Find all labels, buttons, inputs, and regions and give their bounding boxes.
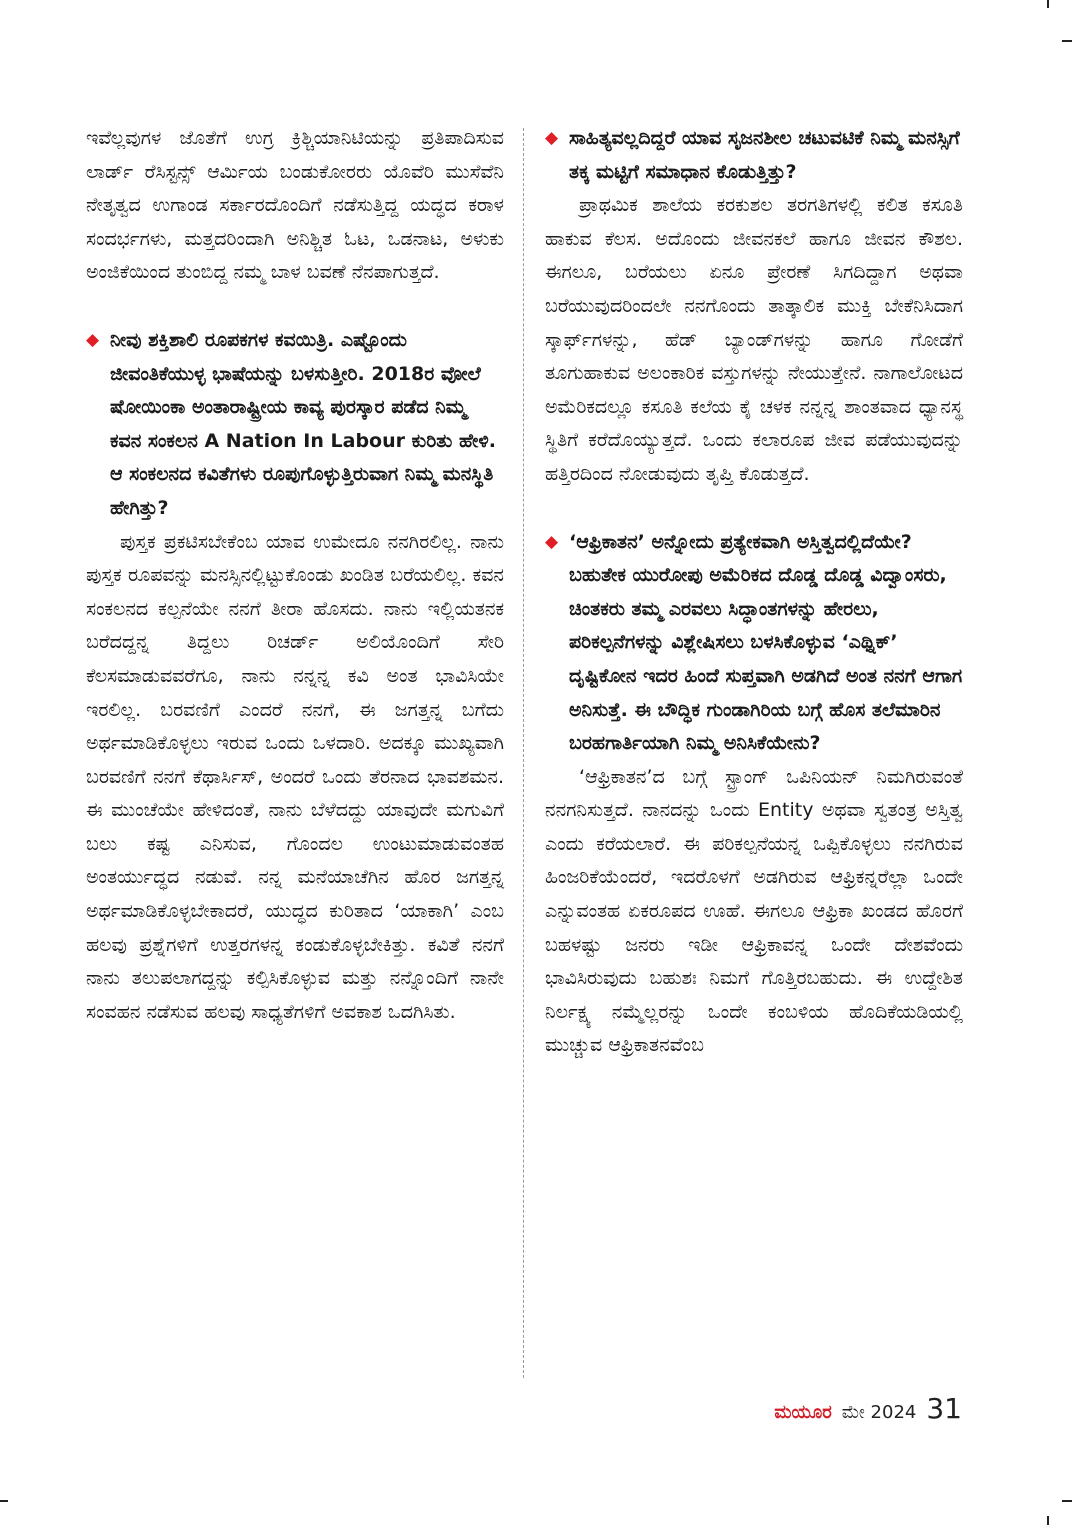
left-column (86, 122, 504, 1029)
right-column (545, 122, 963, 1063)
diamond-bullet-icon: ◆ (545, 531, 559, 552)
question-2-text: ಸಾಹಿತ್ಯವಲ್ಲದಿದ್ದರೆ ಯಾವ ಸೃಜನಶೀಲ ಚಟುವಟಿಕೆ ನಿಮ್ಮ ಮನಸ್ಸಿಗೆ ತಕ್ಕ ಮಟ್ಟಿಗೆ ಸಮಾಧಾನ ಕೊಡುತ್ತಿತ್ತು? (569, 127, 960, 183)
answer-3: ‘ಆಫ್ರಿಕಾತನ’ದ ಬಗ್ಗೆ ಸ್ಟ್ರಾಂಗ್ ಒಪಿನಿಯನ್ ನಿಮಗಿರುವಂತೆ ನನಗನಿಸುತ್ತದೆ. ನಾನದನ್ನು ಒಂದು Entity ಅಥವಾ ಸ್ವತಂತ್ರ ಅಸ್ತಿತ್ವ ಎಂದು ಕರೆಯಲಾರೆ. ಈ ಪರಿಕಲ್ಪನೆಯನ್ನ ಒಪ್ಪಿಕೊಳ್ಳಲು ನನಗಿರುವ ಹಿಂಜರಿಕೆಯೆಂದರೆ, ಇದರೊಳಗೆ ಅಡಗಿರುವ ಆಫ್ರಿಕನ್ನರೆಲ್ಲಾ ಒಂದೇ ಎನ್ನುವಂತಹ ಏಕರೂಪದ ಊಹೆ. ಈಗಲೂ ಆಫ್ರಿಕಾ ಖಂಡದ ಹೊರಗೆ ಬಹಳಷ್ಟು ಜನರು ಇಡೀ ಆಫ್ರಿಕಾವನ್ನ ಒಂದೇ ದೇಶವೆಂದು ಭಾವಿಸಿರುವುದು ಬಹುಶಃ ನಿಮಗೆ ಗೊತ್ತಿರಬಹುದು. ಈ ಉದ್ದೇಶಿತ ನಿರ್ಲಕ್ಷ್ಯ ನಮ್ಮೆಲ್ಲರನ್ನು ಒಂದೇ ಕಂಬಳಿಯ ಹೊದಿಕೆಯಡಿಯಲ್ಲಿ ಮುಚ್ಚುವ ಆಫ್ರಿಕಾತನವೆಂಬ (545, 765, 963, 1057)
question-3-text: ‘ಆಫ್ರಿಕಾತನ’ ಅನ್ನೋದು ಪ್ರತ್ಯೇಕವಾಗಿ ಅಸ್ತಿತ್ವದಲ್ಲಿದೆಯೇ? ಬಹುತೇಕ ಯುರೋಪು ಅಮೆರಿಕದ ದೊಡ್ಡ ದೊಡ್ಡ ವಿದ್ವಾಂಸರು, ಚಿಂತಕರು ತಮ್ಮ ಎರವಲು ಸಿದ್ಧಾಂತಗಳನ್ನು ಹೇರಲು, ಪರಿಕಲ್ಪನೆಗಳನ್ನು ವಿಶ್ಲೇಷಿಸಲು ಬಳಸಿಕೊಳ್ಳುವ ‘ಎಥ್ನಿಕ್’ ದೃಷ್ಟಿಕೋನ ಇದರ ಹಿಂದೆ ಸುಪ್ತವಾಗಿ ಅಡಗಿದೆ ಅಂತ ನನಗೆ ಆಗಾಗ ಅನಿಸುತ್ತೆ. ಈ ಬೌದ್ಧಿಕ ಗುಂಡಾಗಿರಿಯ ಬಗ್ಗೆ ಹೊಸ ತಲೆಮಾರಿನ ಬರಹಗಾರ್ತಿಯಾಗಿ ನಿಮ್ಮ ಅನಿಸಿಕೆಯೇನು? (569, 530, 963, 755)
question-1-text: ನೀವು ಶಕ್ತಿಶಾಲಿ ರೂಪಕಗಳ ಕವಯಿತ್ರಿ. ಎಷ್ಟೊಂದು ಜೀವಂತಿಕೆಯುಳ್ಳ ಭಾಷೆಯನ್ನು ಬಳಸುತ್ತೀರಿ. 2018ರ ವೋಲೆ ಷೋಯಿಂಕಾ ಅಂತಾರಾಷ್ಟ್ರೀಯ ಕಾವ್ಯ ಪುರಸ್ಕಾರ ಪಡೆದ ನಿಮ್ಮ ಕವನ ಸಂಕಲನ A Nation In Labour ಕುರಿತು ಹೇಳಿ. ಆ ಸಂಕಲನದ ಕವಿತೆಗಳು ರೂಪುಗೊಳ್ಳುತ್ತಿರುವಾಗ ನಿಮ್ಮ ಮನಸ್ಥಿತಿ ಹೇಗಿತ್ತು? (110, 328, 496, 519)
crop-mark-right-upper (1062, 40, 1072, 42)
crop-mark-right-lower (1062, 1500, 1072, 1502)
issue-date: ಮೇ 2024 (841, 1402, 917, 1423)
question-3 (545, 526, 963, 761)
magazine-brand: ಮಯೂರ (774, 1402, 832, 1423)
answer-2: ಪ್ರಾಥಮಿಕ ಶಾಲೆಯ ಕರಕುಶಲ ತರಗತಿಗಳಲ್ಲಿ ಕಲಿತ ಕಸೂತಿ ಹಾಕುವ ಕೆಲಸ. ಅದೊಂದು ಜೀವನಕಲೆ ಹಾಗೂ ಜೀವನ ಕೌಶಲ. ಈಗಲೂ, ಬರೆಯಲು ಏನೂ ಪ್ರೇರಣೆ ಸಿಗದಿದ್ದಾಗ ಅಥವಾ ಬರೆಯುವುದರಿಂದಲೇ ನನಗೊಂದು ತಾತ್ಕಾಲಿಕ ಮುಕ್ತಿ ಬೇಕೆನಿಸಿದಾಗ ಸ್ಕಾರ್ಫ್‌ಗಳನ್ನು, ಹೆಡ್ ಬ್ಯಾಂಡ್‌ಗಳನ್ನು ಹಾಗೂ ಗೋಡೆಗೆ ತೂಗುಹಾಕುವ ಅಲಂಕಾರಿಕ ವಸ್ತುಗಳನ್ನು ನೇಯುತ್ತೇನೆ. ನಾಗಾಲೋಟದ ಅಮೆರಿಕದಲ್ಲೂ ಕಸೂತಿ ಕಲೆಯ ಕೈ ಚಳಕ ನನ್ನನ್ನ ಶಾಂತವಾದ ಧ್ಯಾನಸ್ಥ ಸ್ಥಿತಿಗೆ ಕರೆದೊಯ್ಯುತ್ತದೆ. ಒಂದು ಕಲಾರೂಪ ಜೀವ ಪಡೆಯುವುದನ್ನು ಹತ್ತಿರದಿಂದ ನೋಡುವುದು ತೃಪ್ತಿ ಕೊಡುತ್ತದೆ. (545, 194, 963, 485)
crop-mark-top-right (1047, 0, 1049, 8)
crop-mark-bottom-right (1047, 1516, 1049, 1525)
diamond-bullet-icon: ◆ (545, 128, 559, 148)
diamond-bullet-icon: ◆ (86, 329, 100, 350)
column-divider (523, 128, 524, 1378)
page-number: 31 (926, 1392, 962, 1425)
question-2 (545, 122, 963, 189)
crop-mark-left-lower (0, 1500, 8, 1502)
question-1 (86, 324, 504, 526)
page-footer (774, 1392, 962, 1425)
paragraph-intro: ಇವೆಲ್ಲವುಗಳ ಜೊತೆಗೆ ಉಗ್ರ ಕ್ರಿಶ್ಚಿಯಾನಿಟಿಯನ್ನು ಪ್ರತಿಪಾದಿಸುವ ಲಾರ್ಡ್ ರೆಸಿಸ್ಟನ್ಸ್ ಆರ್ಮಿಯ ಬಂಡುಕೋರರು ಯೊವೆರಿ ಮುಸೆವೆನಿ ನೇತೃತ್ವದ ಉಗಾಂಡ ಸರ್ಕಾರದೊಂದಿಗೆ ನಡೆಸುತ್ತಿದ್ದ ಯದ್ಧದ ಕರಾಳ ಸಂದರ್ಭಗಳು, ಮತ್ತದರಿಂದಾಗಿ ಅನಿಶ್ಚಿತ ಓಟ, ಒಡನಾಟ, ಅಳುಕು ಅಂಜಿಕೆಯಿಂದ ತುಂಬಿದ್ದ ನಮ್ಮ ಬಾಳ ಬವಣೆ ನೆನಪಾಗುತ್ತದೆ. (86, 127, 504, 284)
answer-1: ಪುಸ್ತಕ ಪ್ರಕಟಿಸಬೇಕೆಂಬ ಯಾವ ಉಮೇದೂ ನನಗಿರಲಿಲ್ಲ. ನಾನು ಪುಸ್ತಕ ರೂಪವನ್ನು ಮನಸ್ಸಿನಲ್ಲಿಟ್ಟುಕೊಂಡು ಖಂಡಿತ ಬರೆಯಲಿಲ್ಲ. ಕವನ ಸಂಕಲನದ ಕಲ್ಪನೆಯೇ ನನಗೆ ತೀರಾ ಹೊಸದು. ನಾನು ಇಲ್ಲಿಯತನಕ ಬರೆದದ್ದನ್ನ ತಿದ್ದಲು ರಿಚರ್ಡ್ ಅಲಿಯೊಂದಿಗೆ ಸೇರಿ ಕೆಲಸಮಾಡುವವರೆಗೂ, ನಾನು ನನ್ನನ್ನ ಕವಿ ಅಂತ ಭಾವಿಸಿಯೇ ಇರಲಿಲ್ಲ. ಬರವಣಿಗೆ ಎಂದರೆ ನನಗೆ, ಈ ಜಗತ್ತನ್ನ ಬಗೆದು ಅರ್ಥಮಾಡಿಕೊಳ್ಳಲು ಇರುವ ಒಂದು ಒಳದಾರಿ. ಅದಕ್ಕೂ ಮುಖ್ಯವಾಗಿ ಬರವಣಿಗೆ ನನಗೆ ಕೆಥಾರ್ಸಿಸ್, ಅಂದರೆ ಒಂದು ತೆರನಾದ ಭಾವಶಮನ. ಈ ಮುಂಚೆಯೇ ಹೇಳಿದಂತೆ, ನಾನು ಬೆಳೆದದ್ದು ಯಾವುದೇ ಮಗುವಿಗೆ ಬಲು ಕಷ್ಟ ಎನಿಸುವ, ಗೊಂದಲ ಉಂಟುಮಾಡುವಂತಹ ಅಂತರ್ಯುದ್ಧದ ನಡುವೆ. ನನ್ನ ಮನೆಯಾಚೆಗಿನ ಹೊರ ಜಗತ್ತನ್ನ ಅರ್ಥಮಾಡಿಕೊಳ್ಳಬೇಕಾದರೆ, ಯುದ್ಧದ ಕುರಿತಾದ ‘ಯಾಕಾಗಿ’ ಎಂಬ ಹಲವು ಪ್ರಶ್ನೆಗಳಿಗೆ ಉತ್ತರಗಳನ್ನ ಕಂಡುಕೊಳ್ಳಬೇಕಿತ್ತು. ಕವಿತೆ ನನಗೆ ನಾನು ತಲುಪಲಾಗದ್ದನ್ನು ಕಲ್ಪಿಸಿಕೊಳ್ಳುವ ಮತ್ತು ನನ್ನೊಂದಿಗೆ ನಾನೇ ಸಂವಹನ ನಡೆಸುವ ಹಲವು ಸಾಧ್ಯತೆಗಳಿಗೆ ಅವಕಾಶ ಒದಗಿಸಿತು. (86, 530, 504, 1023)
